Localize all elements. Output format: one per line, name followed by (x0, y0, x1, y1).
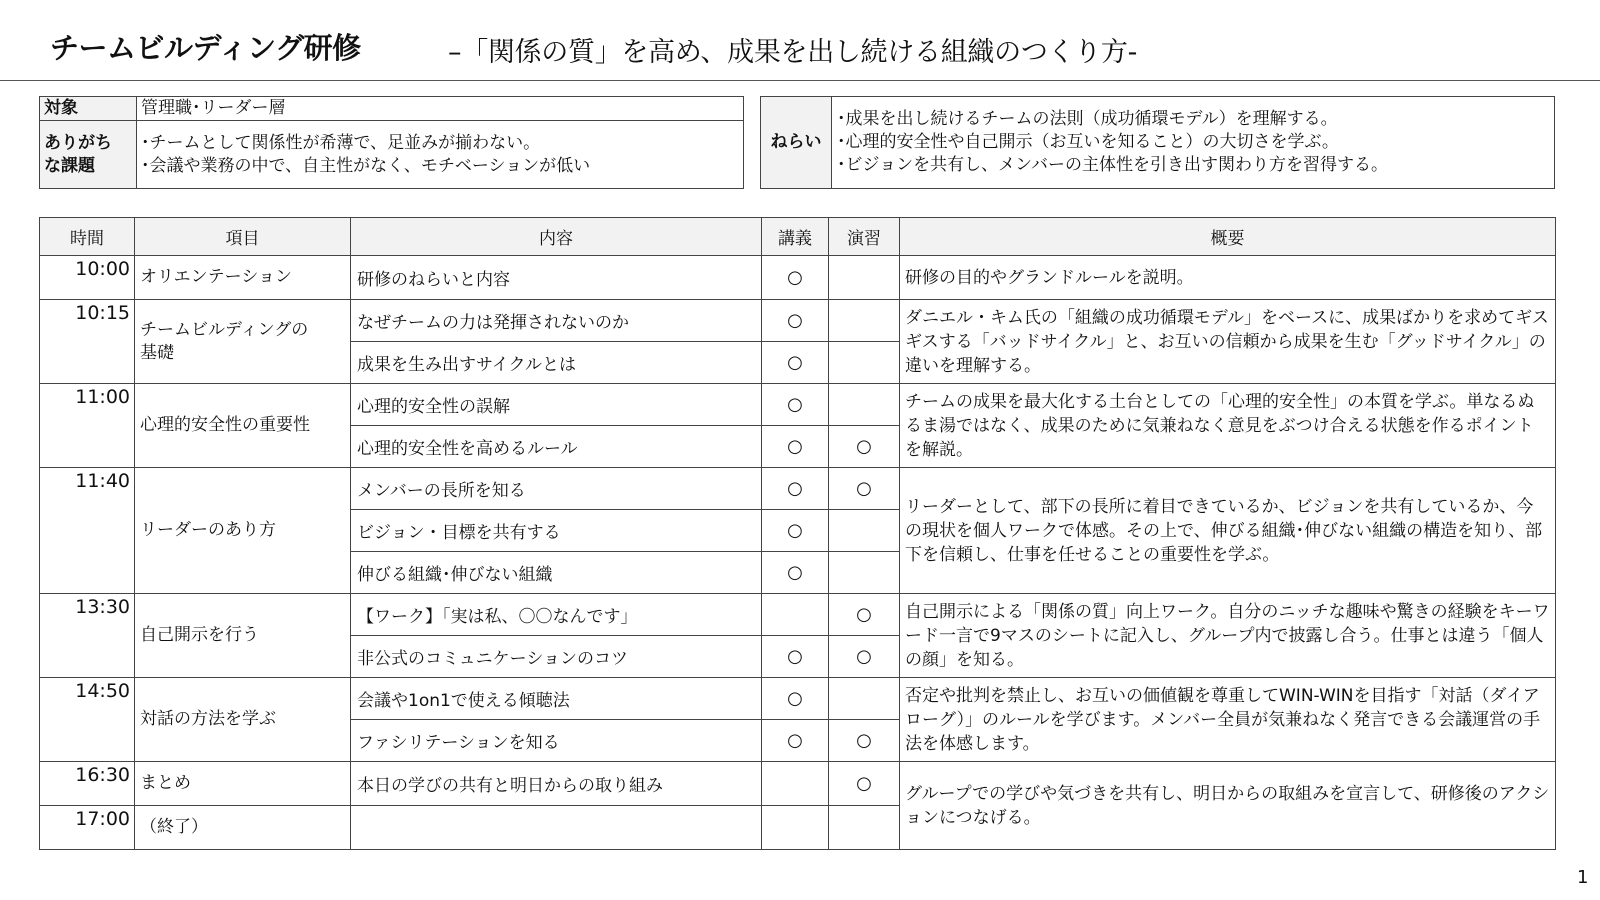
target-info-table (39, 96, 744, 189)
lecture-mark: ○ (762, 636, 829, 678)
session-content: ファシリテーションを知る (351, 720, 762, 762)
lecture-mark: ○ (762, 300, 829, 342)
lecture-mark: ○ (762, 552, 829, 594)
lecture-mark: ○ (762, 468, 829, 510)
table-row (40, 762, 1556, 806)
exercise-mark: ○ (829, 636, 900, 678)
issue-line: ･会議や業務の中で、自主性がなく、モチベーションが低い (141, 155, 591, 176)
session-item: （終了） (135, 806, 351, 850)
table-row (40, 594, 1556, 636)
aims-row (761, 97, 1555, 189)
schedule-header-row (40, 218, 1556, 256)
issues-value (137, 121, 744, 189)
exercise-mark (829, 342, 900, 384)
session-summary: ダニエル・キム氏の「組織の成功循環モデル」をベースに、成果ばかりを求めてギスギスする「バッドサイクル」と、お互いの信頼から成果を生む「グッドサイクル」の違いを理解する。 (900, 300, 1556, 384)
aim-line: ･ビジョンを共有し、メンバーの主体性を引き出す関わり方を習得する。 (837, 155, 1388, 175)
exercise-mark: ○ (829, 594, 900, 636)
exercise-mark (829, 806, 900, 850)
page-title: チームビルディング研修 (50, 31, 361, 65)
header-summary: 概要 (900, 218, 1556, 256)
session-content: 伸びる組織･伸びない組織 (351, 552, 762, 594)
session-time: 11:00 (40, 384, 135, 468)
target-row (40, 97, 744, 121)
table-row (40, 384, 1556, 426)
lecture-mark: ○ (762, 256, 829, 300)
session-item: チームビルディングの 基礎 (135, 300, 351, 384)
table-row (40, 256, 1556, 300)
session-item: オリエンテーション (135, 256, 351, 300)
session-item: リーダーのあり方 (135, 468, 351, 594)
issue-line: ･チームとして関係性が希薄で、足並みが揃わない。 (141, 132, 541, 153)
title-bar (0, 0, 1600, 81)
header-content: 内容 (351, 218, 762, 256)
lecture-mark: ○ (762, 720, 829, 762)
schedule-table (39, 217, 1556, 850)
session-summary: チームの成果を最大化する土台としての「心理的安全性」の本質を学ぶ。単なるぬるま湯ではなく、成果のために気兼ねなく意見をぶつけ合える状態を作るポイントを解説。 (900, 384, 1556, 468)
table-row (40, 468, 1556, 510)
session-content: 成果を生み出すサイクルとは (351, 342, 762, 384)
page-subtitle: –「関係の質」を高め、成果を出し続ける組織のつくり方- (448, 37, 1138, 68)
issues-row (40, 121, 744, 189)
lecture-mark: ○ (762, 678, 829, 720)
target-label: 対象 (40, 97, 137, 121)
header-item: 項目 (135, 218, 351, 256)
exercise-mark: ○ (829, 426, 900, 468)
session-summary: リーダーとして、部下の長所に着目できているか、ビジョンを共有しているか、今の現状を個人ワークで体感。その上で、伸びる組織･伸びない組織の構造を知り、部下を信頼し、仕事を任せることの重要性を学ぶ。 (900, 468, 1556, 594)
exercise-mark: ○ (829, 720, 900, 762)
lecture-mark: ○ (762, 426, 829, 468)
session-time: 16:30 (40, 762, 135, 806)
session-summary: 否定や批判を禁止し、お互いの価値観を尊重してWIN-WINを目指す「対話（ダイアローグ）」のルールを学びます。メンバー全員が気兼ねなく発言できる会議運営の手法を体感します。 (900, 678, 1556, 762)
aim-line: ･心理的安全性や自己開示（お互いを知ること）の大切さを学ぶ。 (837, 132, 1339, 152)
table-row (40, 300, 1556, 342)
aims-value (832, 97, 1555, 189)
exercise-mark (829, 552, 900, 594)
session-item: 心理的安全性の重要性 (135, 384, 351, 468)
session-time: 17:00 (40, 806, 135, 850)
exercise-mark (829, 678, 900, 720)
session-content: 本日の学びの共有と明日からの取り組み (351, 762, 762, 806)
session-summary: グループでの学びや気づきを共有し、明日からの取組みを宣言して、研修後のアクションにつなげる。 (900, 762, 1556, 850)
session-content: 心理的安全性を高めるルール (351, 426, 762, 468)
lecture-mark (762, 762, 829, 806)
session-time: 13:30 (40, 594, 135, 678)
issues-label: ありがち な課題 (40, 121, 137, 189)
aims-label: ねらい (761, 97, 832, 189)
exercise-mark: ○ (829, 468, 900, 510)
session-content: メンバーの長所を知る (351, 468, 762, 510)
session-time: 11:40 (40, 468, 135, 594)
session-item: まとめ (135, 762, 351, 806)
session-time: 10:00 (40, 256, 135, 300)
session-content: ビジョン・目標を共有する (351, 510, 762, 552)
session-content: なぜチームの力は発揮されないのか (351, 300, 762, 342)
exercise-mark (829, 384, 900, 426)
page-number: 1 (1577, 867, 1589, 888)
session-content: 会議や1on1で使える傾聴法 (351, 678, 762, 720)
exercise-mark (829, 300, 900, 342)
lecture-mark: ○ (762, 342, 829, 384)
session-summary: 自己開示による「関係の質」向上ワーク。自分のニッチな趣味や驚きの経験をキーワード一言で9マスのシートに記入し、グループ内で披露し合う。仕事とは違う「個人の顔」を知る。 (900, 594, 1556, 678)
exercise-mark: ○ (829, 762, 900, 806)
exercise-mark (829, 510, 900, 552)
lecture-mark (762, 594, 829, 636)
session-time: 14:50 (40, 678, 135, 762)
session-time: 10:15 (40, 300, 135, 384)
table-row (40, 678, 1556, 720)
header-time: 時間 (40, 218, 135, 256)
session-content (351, 806, 762, 850)
header-lecture: 講義 (762, 218, 829, 256)
target-value: 管理職･リーダー層 (137, 97, 744, 121)
session-summary: 研修の目的やグランドルールを説明。 (900, 256, 1556, 300)
aim-line: ･成果を出し続けるチームの法則（成功循環モデル）を理解する。 (837, 109, 1338, 129)
session-content: 研修のねらいと内容 (351, 256, 762, 300)
session-content: 心理的安全性の誤解 (351, 384, 762, 426)
session-item: 自己開示を行う (135, 594, 351, 678)
aims-info-table (760, 96, 1555, 189)
header-exercise: 演習 (829, 218, 900, 256)
exercise-mark (829, 256, 900, 300)
lecture-mark: ○ (762, 384, 829, 426)
session-content: 【ワーク】「実は私、〇〇なんです」 (351, 594, 762, 636)
session-content: 非公式のコミュニケーションのコツ (351, 636, 762, 678)
lecture-mark: ○ (762, 510, 829, 552)
lecture-mark (762, 806, 829, 850)
session-item: 対話の方法を学ぶ (135, 678, 351, 762)
